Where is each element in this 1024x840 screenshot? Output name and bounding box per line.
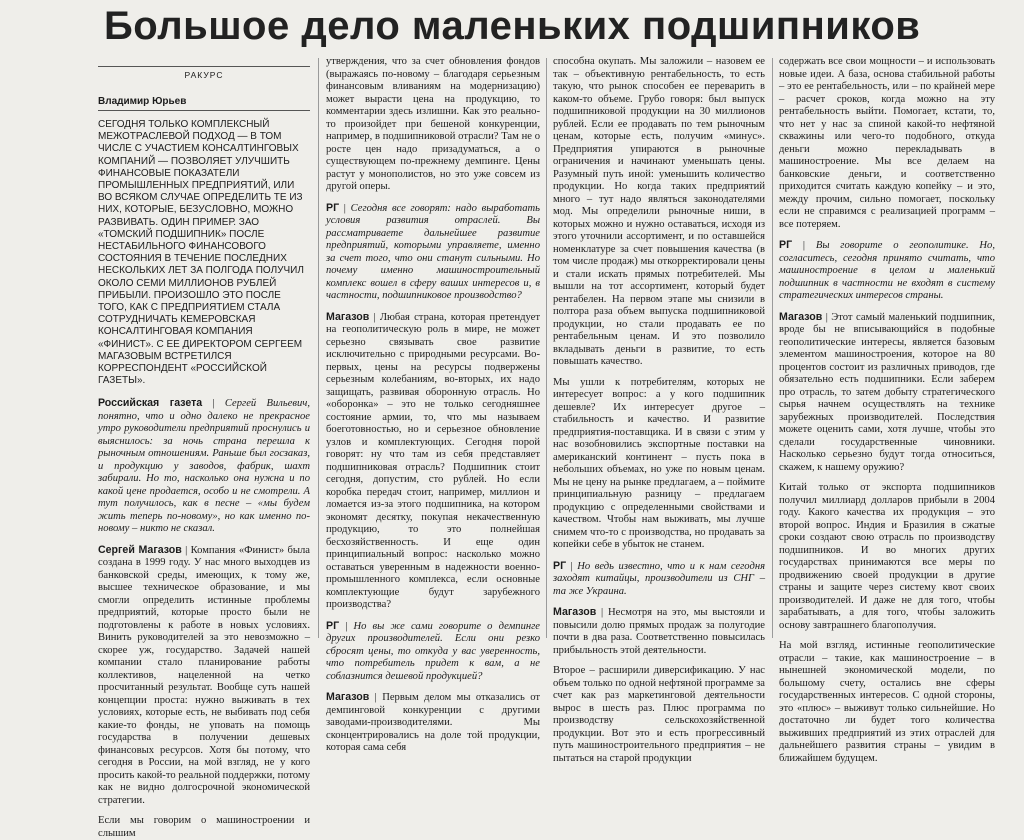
speaker-separator: | <box>566 560 578 572</box>
paragraph <box>326 691 540 755</box>
column-3 <box>553 56 765 764</box>
paragraph <box>98 544 310 808</box>
paragraph-text: Компания «Финист» была создана в 1999 году. У нас много выходцев из банковской среды, имеющих, к тому же, высшее техническое образование, и мы смогли определить истинные проблемы предприятий, которые просто были не подготовлены к работе в новых условиях. Винить руководителей за это невозможно – скорее уж, государство. Задачей нашей компании стало планирование работы коллективов, нацеленной на четко просчитанный результат. Вообще суть нашей концепции проста: нужно выживать в тех условиях, которые есть, не выбивать под себя какие-то фонды, не уповать на помощь государства в получении дешевых финансовых ресурсов. Хотя бы потому, что сегодня в России, на мой взгляд, не у кого просить какой-то реальной поддержки, потому как не видно долгосрочной экономической стратегии. <box>98 544 310 806</box>
speaker-label: РГ <box>326 619 340 632</box>
question-text: Но вы же сами говорите о демпинге других производителей. Если они резко сбросят цены, то откуда у вас уверенность, что потребитель придет к вам, а не соблазнится дешевой продукцией? <box>326 620 540 682</box>
rubric: РАКУРС <box>98 66 310 82</box>
paragraph <box>98 815 310 840</box>
paragraph-text: Несмотря на это, мы выстояли и повысили долю прямых продаж за полугодие почти в два раза. Соответственно повысилась прибыльность этой деятельности. <box>553 607 765 656</box>
column-body <box>553 56 765 765</box>
speaker-separator: | <box>596 607 608 618</box>
paragraph-text: Первым делом мы отказались от демпинговой конкуренции с другими заводами-производителями. Мы сконцентрировались на доле той продукции, которая сама себя <box>326 692 541 753</box>
column-1 <box>98 56 310 839</box>
speaker-separator: | <box>369 692 383 703</box>
paragraph-text: содержать все свои мощности – и использовать новые идеи. А база, основа стабильной работы – это ее рентабельность, или – по крайней мере – расчет сроков, когда можно на эту рентабельность выйти. Помогает, кстати, то, что нет у нас за спиной какой-то нефтяной скважины или чего-то подобного, откуда деньги можно перекладывать в машиностроение. Мы все делаем на банковские деньги, и соответственно приходится считать каждую копейку – и это, между прочим, сильно помогает, поскольку если не справимся с реализацией программ – все потеряем. <box>779 56 995 230</box>
paragraph <box>553 377 765 552</box>
paragraph-text: утверждения, что за счет обновления фондов (выражаясь по-новому – благодаря серьезным финансовым вливаниям на модернизацию) может вырасти цена на продукцию, то комментарии здесь излишни. Как это реально-то произойдет при бешеной конкуренции, например, в подшипниковой отрасли? Там не о росте цен надо призадуматься, а о существующем по-прежнему демпинге. Цены растут у монополистов, но это уже совсем из другой оперы. <box>326 56 540 192</box>
paragraph-text: Мы ушли к потребителям, которых не интересует вопрос: а у кого подшипник дешевле? Их интересует другое – стабильность и качество. И развитие предприятия-поставщика. И в связи с этим у нас возобновились экспортные поставки на американский континент – пусть пока в небольших объемах, но уже по новым ценам. Мы не цену на рынке предлагаем, а – поймите принципиальную разницу – предлагаем продукцию с определенными свойствами и качеством. Чтобы нам выживать, мы лучше снимем что-то с производства, но продавать за копейки себе в убыток не станем. <box>553 376 765 550</box>
column-4 <box>779 56 996 764</box>
speaker-label: РГ <box>553 559 567 572</box>
headline: Большое дело маленьких подшипников <box>104 4 921 48</box>
speaker-label: Магазов <box>779 310 823 323</box>
paragraph <box>326 311 540 612</box>
speaker-separator: | <box>792 240 816 251</box>
paragraph-text: Любая страна, которая претендует на геополитическую роль в мире, не может серьезно связывать свое развитие исключительно с природными ресурсами. Во-первых, цены на ресурсы подвержены серьезным колебаниям, во-вторых, их надо защищать, развивая оборонную отрасль. Но «оборонка» – это не только сегодняшнее состояние армии, то, что мы называем боеготовностью, но и серьезное обновление узлов и комплектующих. Сегодня порой говорят: ну что там из себя представляет подшипниковая отрасль? Подшипник стоит сегодня, допустим, сто рублей. Но если коробка передач стоит, например, миллион и ломается из-за этого подшипника, на котором экономят десятку, покупая некачественную продукцию, то это полнейшая бесхозяйственность. И еще один принципиальный вопрос: насколько можно оставаться уверенным в надежности военно-промышленного комплекса, если основные комплектующие будут зарубежного производства? <box>326 311 540 610</box>
speaker-separator: | <box>181 544 191 556</box>
paragraph <box>553 56 765 369</box>
paragraph-text: Этот самый маленький подшипник, вроде бы не вписывающийся в подобные геополитические интересы, является базовым элементом машиностроения, которое на 80 процентов состоит из различных приводов, где обязательно есть подшипники. Если заберем про отрасль, то затем добыту стратегического сырья начнем осуществлять на технике зарубежных производителей. Последствия можете оценить сами, хотя лучше, чтобы это сделали государственные чиновники. Насколько серьезно будут тогда относиться, скажем, к нашему оружию? <box>779 311 995 473</box>
paragraph-text: Китай только от экспорта подшипников получил миллиард долларов прибыли в 2004 году. Какого качества их продукция – это второй вопрос. Индия и Бразилия в сжатые сроки создают свою отрасль по производству подшипников. И во многих других государствах принимаются все меры по продвижению своей продукции в другие страны и защите через систему квот своих производителей. И даже не для того, чтобы зарабатывать, а для того, чтобы заложить основу завтрашнего благополучия. <box>779 482 995 631</box>
paragraph <box>779 56 995 231</box>
paragraph-text: Второе – расширили диверсификацию. У нас объем только по одной нефтяной программе за счет как раз маркетинговой деятельности вырос в шесть раз. Плюс программа по производству сельскохозяйственной продукции. Вот это и есть прогрессивный путь машиностроительного предприятия – не пытаться на старой продукции <box>553 665 765 764</box>
paragraph-text: На мой взгляд, истинные геополитические отрасли – такие, как машиностроение – в нынешней экономической модели, по большому счету, остались вне сферы государственных интересов. С одной стороны, это «плюс» – выживут только сильнейшие. Но достаточно ли будет того количества выживших предприятий из этих отраслей для дальнейшего развития страны – увидим в ближайшем будущем. <box>779 640 995 764</box>
paragraph <box>779 640 995 765</box>
question-text: Сергей Вильевич, понятно, что и одно далеко не прекрасное утро руководители предприятий проснулись и выяснилось: за ночь страна перешла к рыночным отношениям. Раньше был госзаказ, и продукцию у заводов, фабрик, шахт забирали. Но то, насколько она нужна и по какой цене продается, особо и не смотрели. А тут получилось, как в песне – «мы будем жить теперь по-новому», но как именно по-новому – никто не сказал. <box>98 398 310 535</box>
column-body <box>326 56 540 755</box>
column-body <box>98 397 310 840</box>
speaker-label: РГ <box>326 201 340 214</box>
speaker-label: Магазов <box>553 606 597 618</box>
paragraph <box>553 606 765 657</box>
paragraph-text: способна окупать. Мы заложили – назовем ее так – объективную рентабельность, то есть такую, что рынок способен ее переварить в каком-то объеме. Грубо говоря: был выпуск подшипниковой продукции на 30 миллионов рублей. Если ее продавать по тем рыночным ценам, которые есть, получим «минус». Предприятия упираются в рыночные ограничения и начинают уменьшать цены. Разумный путь иной: уменьшить количество продукции. Но когда таких предприятий много – тут надо являться законодателями мод. Мы определили рыночные ниши, в которых можно и нужно оставаться, исходя из этого уточнили ассортимент, и по оставшейся номенклатуре за счет повышения качества (в том числе продаж) мы откорректировали цены и стали искать прямых потребителей. Мы вышли на тот ассортимент, который будет рентабелен. На первом этапе мы снизили в полтора раза объем выпуска подшипниковой продукции, но стали продавать ее по рентабельным ценам. И это позволило вкладывать деньги в развитие, то есть повышать качество. <box>553 56 765 367</box>
speaker-label: Магазов <box>326 691 370 703</box>
speaker-separator: | <box>822 311 832 323</box>
column-divider <box>546 58 547 638</box>
column-divider <box>772 58 773 638</box>
speaker-separator: | <box>339 202 351 214</box>
speaker-label: Сергей Магазов <box>98 543 182 556</box>
question-text: Сегодня все говорят: надо выработать условия развития отраслей. Вы рассматриваете дальнейшее развитие предприятий, которыми управляете, именно за счет того, что они станут сильными. Но почему именно машиностроительный комплекс вошел в сферу ваших интересов и, в частности, подшипниковое производство? <box>326 202 540 301</box>
speaker-separator: | <box>339 620 354 632</box>
column-2 <box>326 56 541 753</box>
paragraph-text: Если мы говорим о машиностроении и слышим <box>98 815 310 839</box>
paragraph <box>779 239 995 303</box>
speaker-label: Магазов <box>326 310 370 323</box>
paragraph <box>553 665 765 765</box>
paragraph <box>779 482 995 632</box>
speaker-label: РГ <box>779 239 793 251</box>
column-divider <box>318 58 319 638</box>
author-byline: Владимир Юрьев <box>98 96 310 112</box>
paragraph <box>98 397 310 536</box>
question-text: Вы говорите о геополитике. Но, согласитесь, сегодня принято считать, что машиностроение в целом и маленький подшипник в частности не входят в систему стратегических интересов страны. <box>779 240 996 301</box>
speaker-separator: | <box>202 398 225 410</box>
paragraph <box>779 311 995 475</box>
question-text: Но ведь известно, что и к нам сегодня заходят китайцы, производители из СНГ – та же Украина. <box>553 560 765 597</box>
paragraph <box>326 620 540 684</box>
speaker-separator: | <box>369 311 380 323</box>
paragraph <box>326 202 540 303</box>
column-body <box>779 56 995 765</box>
speaker-label: Российская газета <box>98 397 203 410</box>
lead-paragraph: СЕГОДНЯ ТОЛЬКО КОМПЛЕКСНЫЙ МЕЖОТРАСЛЕВОЙ ПОДХОД — В ТОМ ЧИСЛЕ С УЧАСТИЕМ КОНСАЛТИНГОВЫХ КОМПАНИЙ — ПОЗВОЛЯЕТ УЛУЧШИТЬ ФИНАНСОВЫЕ ПОКАЗАТЕЛИ ПРОМЫШЛЕННЫХ ПРЕДПРИЯТИЙ, ИЛИ ВО ВСЯКОМ СЛУЧАЕ ОПРЕДЕЛИТЬ ТЕ ИЗ НИХ, КОТОРЫЕ, БЕЗУСЛОВНО, МОЖНО РАЗВИВАТЬ. ОДИН ПРИМЕР. ЗАО «ТОМСКИЙ ПОДШИПНИК» ПОСЛЕ НЕСТАБИЛЬНОГО ФИНАНСОВОГО СОСТОЯНИЯ В ТЕЧЕНИЕ ПОСЛЕДНИХ НЕСКОЛЬКИХ ЛЕТ ЗА ПОЛГОДА ПОЛУЧИЛ ОКОЛО СЕМИ МИЛЛИОНОВ РУБЛЕЙ ПРИБЫЛИ. ПРОИЗОШЛО ЭТО ПОСЛЕ ТОГО, КАК С ПРЕДПРИЯТИЕМ СТАЛА СОТРУДНИЧАТЬ КЕМЕРОВСКАЯ КОНСАЛТИНГОВАЯ КОМПАНИЯ «ФИНИСТ». С ЕЕ ДИРЕКТОРОМ СЕРГЕЕМ МАГАЗОВЫМ ВСТРЕТИЛСЯ КОРРЕСПОНДЕНТ «РОССИЙСКОЙ ГАЗЕТЫ». <box>98 119 304 387</box>
paragraph <box>326 56 540 194</box>
paragraph <box>553 560 765 599</box>
